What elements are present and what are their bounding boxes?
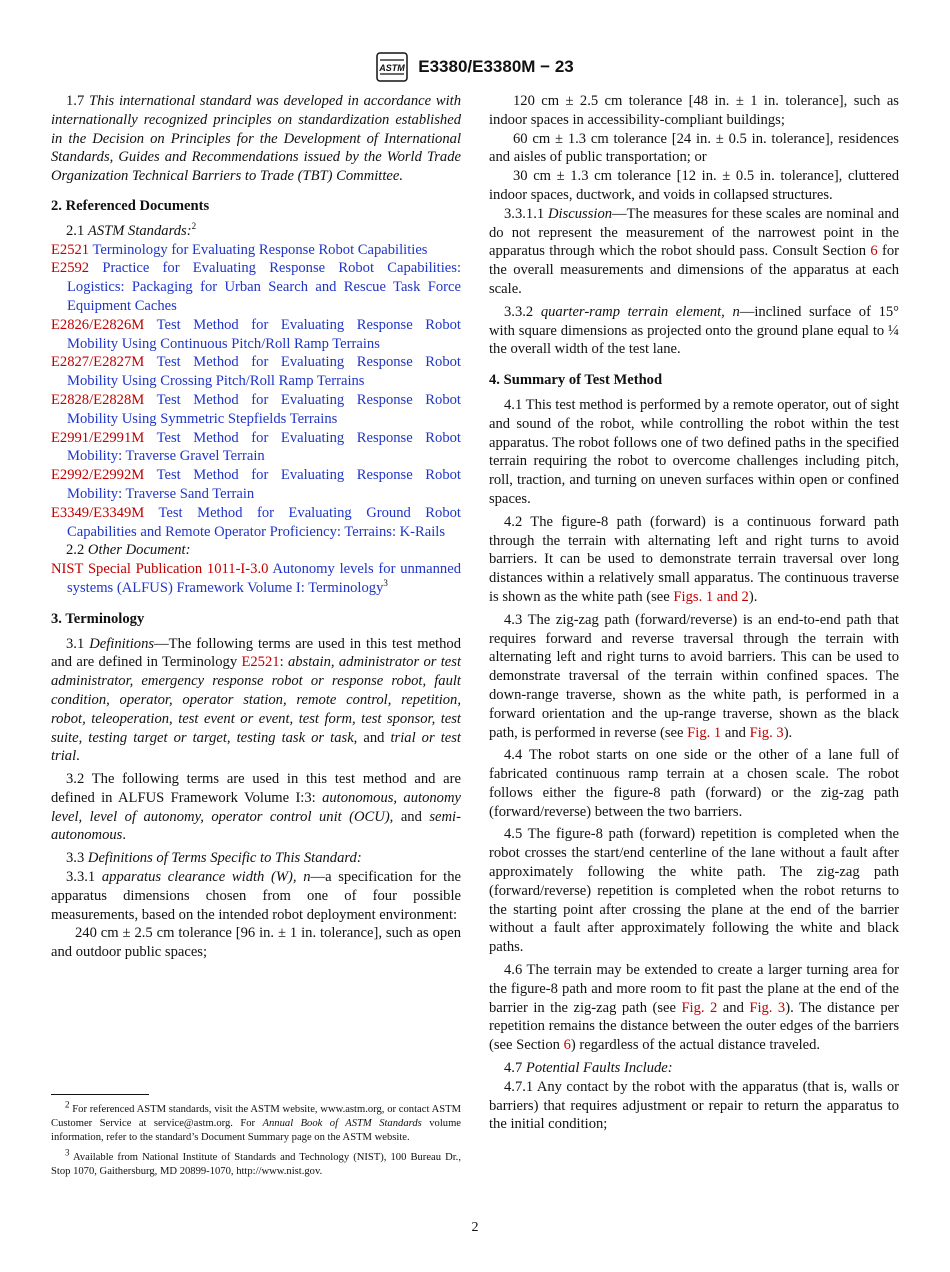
astm-logo-icon [376, 52, 408, 82]
section-4-1: 4.1 This test method is performed by a remote operator, out of sight and sound of the robot, while controlling the robot within the test apparatus. The robot follows one of two defined paths in the specified terrain requiring the robot to overcome challenges including pitch, roll, traction, and turning on uneven surfaces within open or confined spaces. [489, 396, 899, 507]
fig-2-link[interactable]: Fig. 2 [681, 999, 718, 1016]
figs-1-2-link[interactable]: Figs. 1 and 2 [673, 588, 749, 605]
ref-item: E2828/E2828M Test Method for Evaluating Response Robot Mobility Using Symmetric Stepfields Terrains [51, 391, 461, 427]
footnotes [51, 1099, 462, 1184]
section-6-link[interactable]: 6 [870, 243, 878, 260]
scale-240: 240 cm ± 2.5 cm tolerance [96 in. ± 1 in. tolerance], such as open and outdoor public spaces; [51, 925, 461, 961]
page-header [0, 52, 950, 84]
svg-text:ASTM: ASTM [379, 63, 405, 73]
footnote-rule [51, 1094, 149, 1095]
section-4-2: 4.2 The figure-8 path (forward) is a continuous forward path through the terrain with alternating left and right turns to avoid barriers. It can be used to demonstrate terrain traversal over long distances within a relatively small apparatus. The continuous traverse is shown as the white path (see Figs. 1 and 2). [489, 513, 899, 605]
scale-60: 60 cm ± 1.3 cm tolerance [24 in. ± 0.5 in. tolerance], residences and aisles of public transportation; or [489, 130, 899, 166]
ref-link[interactable]: E2828/E2828M [51, 391, 145, 408]
ref-item: E2991/E2991M Test Method for Evaluating Response Robot Mobility: Traverse Gravel Terrain [51, 429, 461, 465]
fig-1-link[interactable]: Fig. 1 [687, 724, 722, 741]
section-4-5: 4.5 The figure-8 path (forward) repetition is completed when the robot crosses the start/end centerline of the lane without a fault after approximately following the white path. The zig-zag path (forward/reverse) repetition is completed when the robot returns to the starting point after crossing the plane at the end of the barrier without a fault after approximately following the white and black paths. [489, 826, 899, 956]
referenced-standards-list [51, 241, 461, 542]
nist-reference: NIST Special Publication 1011-I-3.0 Autonomy levels for unmanned systems (ALFUS) Framework Volume I: Terminology$^3$ [51, 561, 462, 596]
footnote-2: $^2$ For referenced ASTM standards, visit the ASTM website, www.astm.org, or contact ASTM Customer Service at service@astm.org. For Annual Book of ASTM Standards volume information, refer to the standard’s Document Summary page on the ASTM website. [51, 1099, 462, 1144]
fig-3-link[interactable]: Fig. 3 [749, 999, 786, 1016]
section-3-heading: 3. Terminology [51, 610, 145, 627]
section-2-1: 2.1 ASTM Standards:$^2$ [66, 220, 197, 239]
ref-item: E2521 Terminology for Evaluating Response Robot Capabilities [51, 241, 428, 258]
section-2-2: 2.2 Other Document: [66, 542, 191, 559]
right-column [489, 92, 899, 1138]
section-6-link[interactable]: 6 [563, 1037, 571, 1054]
nist-link[interactable]: NIST Special Publication 1011-I-3.0 [51, 561, 269, 578]
section-3-3: 3.3 Definitions of Terms Specific to This Standard: [66, 850, 362, 867]
section-2-heading: 2. Referenced Documents [51, 197, 210, 214]
section-4-3: 4.3 The zig-zag path (forward/reverse) is an end-to-end path that requires forward and reverse traversal through the terrain with alternating left and right turns to avoid barriers. This can be used to demonstrate traversal of the terrain within confined spaces. The down-range traverse, shown as the white path, is performed in a forward orientation and the up-range traverse, shown as the black path, is performed in reverse (see Fig. 1 and Fig. 3). [489, 611, 899, 741]
section-3-1: 3.1 Definitions—The following terms are used in this test method and are defined in Terminology E2521: abstain, administrator or test administrator, emergency response robot or response robot, fault condition, operator, operator station, remote control, repetition, robot, teleoperation, test event or event, test form, test sponsor, test suite, testing target or target, testing task or task, and trial or test trial. [51, 635, 461, 765]
section-4-6: 4.6 The terrain may be extended to create a larger turning area for the figure-8 path and more room to fit past the plane at the end of the barrier in the zig-zag path (see Fig. 2 and Fig. 3). The distance per repetition remains the distance between the outer edges of the barriers (see Section 6) regardless of the actual distance traveled. [489, 962, 900, 1054]
ref-item: E2592 Practice for Evaluating Response Robot Capabilities: Logistics: Packaging for Urban Search and Rescue Task Force Equipment Caches [51, 260, 461, 314]
section-4-heading: 4. Summary of Test Method [489, 372, 663, 389]
e2521-link[interactable]: E2521 [241, 654, 280, 671]
scale-30: 30 cm ± 1.3 cm tolerance [12 in. ± 0.5 in. tolerance], cluttered indoor spaces, ductwork, and voids in collapsed structures. [489, 168, 899, 203]
section-1-7: 1.7 This international standard was developed in accordance with internationally recognized principles on standardization established in the Decision on Principles for the Development of International Standards, Guides and Recommendations issued by the World Trade Organization Technical Barriers to Trade (TBT) Committee. [51, 93, 462, 185]
section-4-7: 4.7 Potential Faults Include: [504, 1060, 673, 1077]
section-3-3-1: 3.3.1 apparatus clearance width (W), n—a specification for the apparatus dimensions chosen from one of four possible measurements, based on the intended robot deployment environment: [51, 869, 461, 923]
ref-link[interactable]: E3349/E3349M [51, 504, 145, 521]
ref-item: E2992/E2992M Test Method for Evaluating Response Robot Mobility: Traverse Sand Terrain [51, 467, 461, 502]
standard-designation: E3380/E3380M − 23 [418, 57, 574, 76]
section-3-3-1-1: 3.3.1.1 Discussion—The measures for these scales are nominal and do not represent the measurement of the narrowest point in the apparatus through which the robot should pass. Consult Section 6 for the overall measurements and dimensions of the apparatus at each scale. [489, 205, 900, 297]
ref-link[interactable]: E2992/E2992M [51, 467, 145, 484]
ref-link[interactable]: E2827/E2827M [51, 354, 145, 371]
ref-item: E3349/E3349M Test Method for Evaluating Ground Robot Capabilities and Remote Operator Proficiency: Terrains: K-Rails [51, 504, 461, 540]
left-column [51, 92, 461, 966]
ref-link[interactable]: E2826/E2826M [51, 316, 145, 333]
section-3-2: 3.2 The following terms are used in this test method and are defined in ALFUS Framework Volume I:3: autonomous, autonomy level, level of autonomy, operator control unit (OCU), and semi-autonomous. [51, 771, 461, 844]
ref-link[interactable]: E2521 [51, 241, 90, 258]
ref-item: E2826/E2826M Test Method for Evaluating Response Robot Mobility Using Continuous Pitch/Roll Ramp Terrains [51, 316, 461, 352]
ref-link[interactable]: E2991/E2991M [51, 429, 145, 446]
ref-item: E2827/E2827M Test Method for Evaluating Response Robot Mobility Using Crossing Pitch/Roll Ramp Terrains [51, 354, 461, 390]
section-3-3-2: 3.3.2 quarter-ramp terrain element, n—inclined surface of 15° with square dimensions as projected onto the ground plane equal to ¼ the overall width of the test lane. [489, 303, 899, 358]
footnote-3: $^3$ Available from National Institute of Standards and Technology (NIST), 100 Bureau Dr., Stop 1070, Gaithersburg, MD 20899-1070, http://www.nist.gov. [51, 1147, 461, 1177]
section-4-7-1: 4.7.1 Any contact by the robot with the apparatus (that is, walls or barriers) that requires adjustment or repair to return the apparatus to the initial condition; [489, 1078, 899, 1133]
scale-120: 120 cm ± 2.5 cm tolerance [48 in. ± 1 in. tolerance], such as indoor spaces in accessibility-compliant buildings; [489, 93, 899, 128]
fig-3-link[interactable]: Fig. 3 [749, 724, 784, 741]
section-4-4: 4.4 The robot starts on one side or the other of a lane full of fabricated continuous ramp terrain at a chosen scale. The robot follows either the figure-8 path (forward) or the zig-zag path (forward/reverse) between the two barriers. [489, 747, 899, 820]
page-number: 2 [471, 1220, 479, 1235]
ref-link[interactable]: E2592 [51, 260, 90, 277]
